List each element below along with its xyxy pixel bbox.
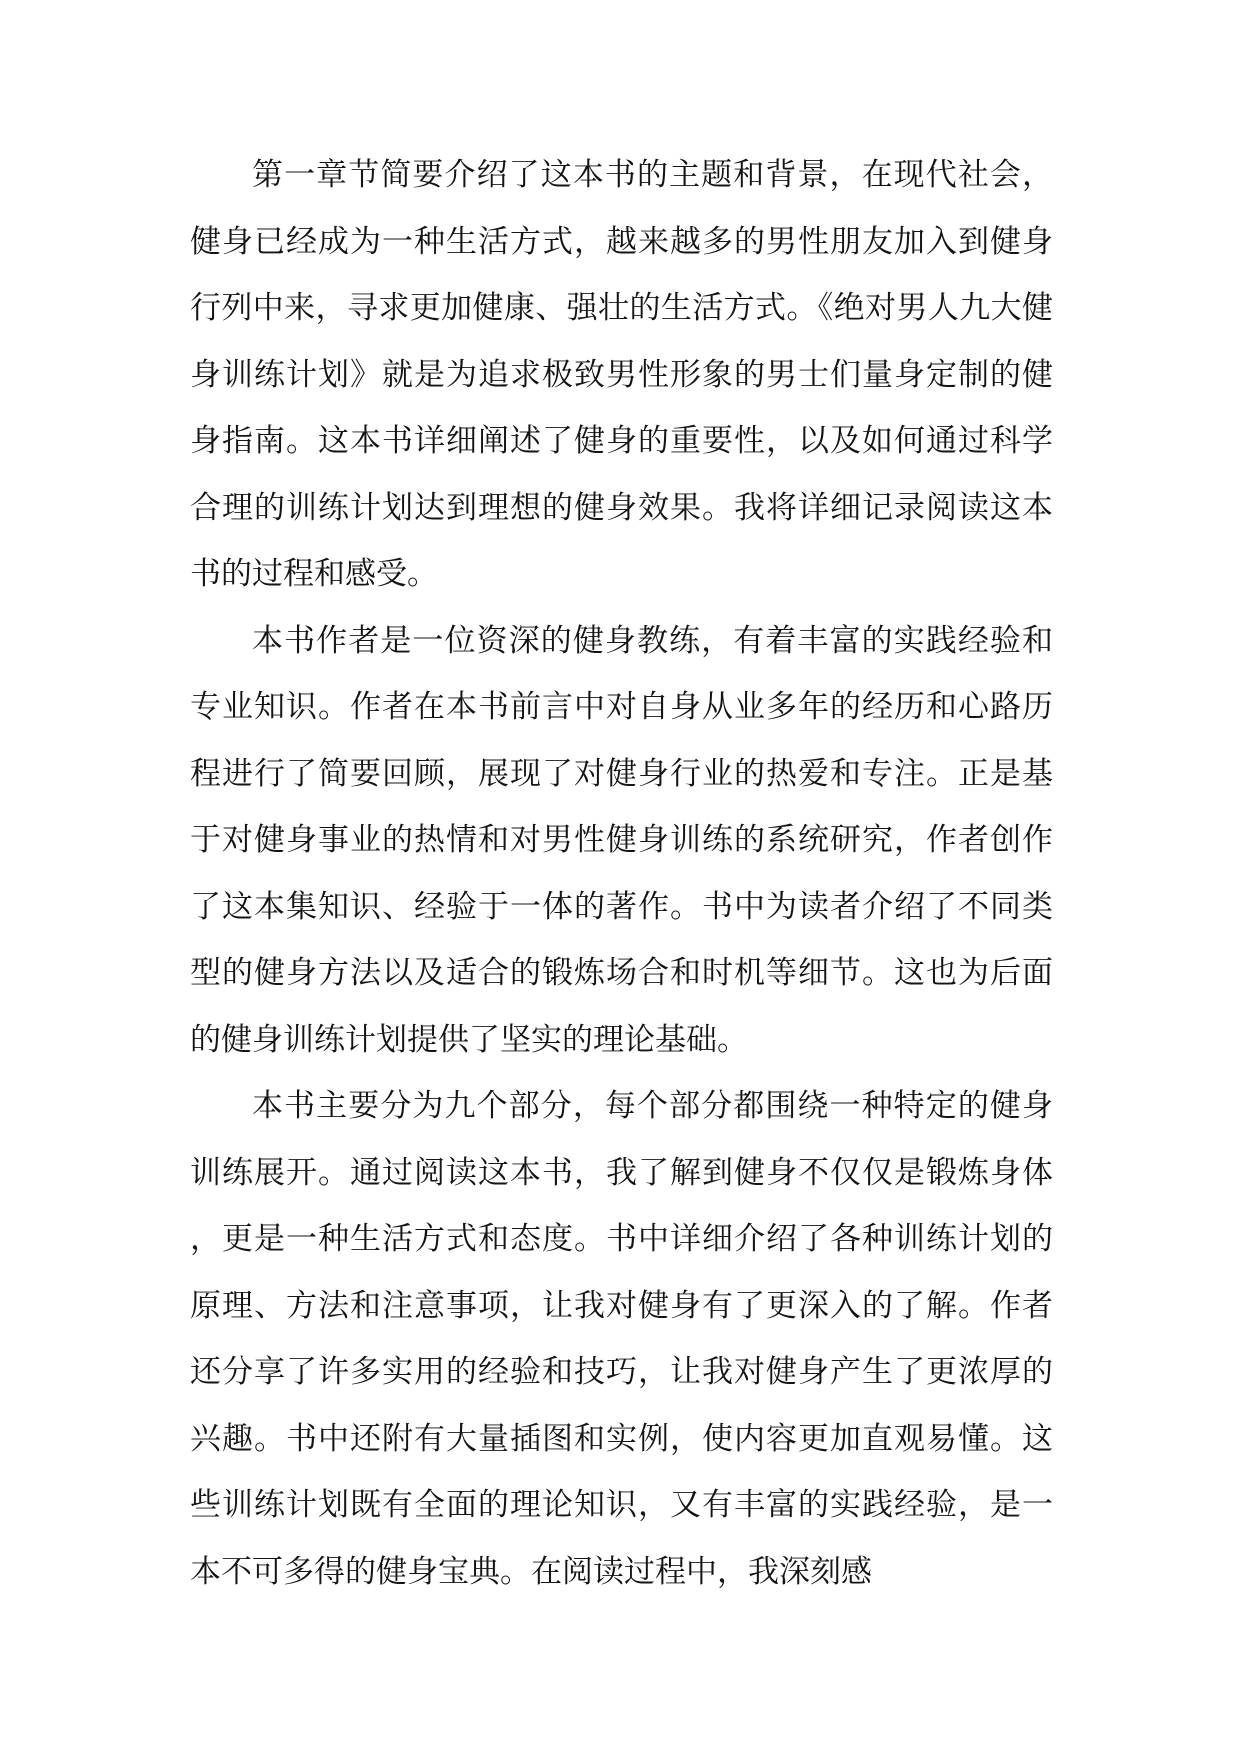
paragraph-book-intro: 第一章节简要介绍了这本书的主题和背景，在现代社会，健身已经成为一种生活方式，越来越多的男性朋友加入到健身行列中来，寻求更加健康、强壮的生活方式。《绝对男人九大健身训练计划》就是为追求极致男性形象的男士们量身定制的健身指南。这本书详细阐述了健身的重要性，以及如何通过科学合理的训练计划达到理想的健身效果。我将详细记录阅读这本书的过程和感受。	[190, 157, 1053, 592]
paragraph-author-intro: 本书作者是一位资深的健身教练，有着丰富的实践经验和专业知识。作者在本书前言中对自身从业多年的经历和心路历程进行了简要回顾，展现了对健身行业的热爱和专注。正是基于对健身事业的热情和对男性健身训练的系统研究，作者创作了这本集知识、经验于一体的著作。书中为读者介绍了不同类型的健身方法以及适合的锻炼场合和时机等细节。这也为后面的健身训练计划提供了坚实的理论基础。	[190, 622, 1053, 1058]
document-body	[190, 142, 1053, 1605]
paragraph-book-structure: 本书主要分为九个部分，每个部分都围绕一种特定的健身训练展开。通过阅读这本书，我了解到健身不仅仅是锻炼身体，更是一种生活方式和态度。书中详细介绍了各种训练计划的原理、方法和注意事项，让我对健身有了更深入的了解。作者还分享了许多实用的经验和技巧，让我对健身产生了更浓厚的兴趣。书中还附有大量插图和实例，使内容更加直观易懂。这些训练计划既有全面的理论知识，又有丰富的实践经验，是一本不可多得的健身宝典。在阅读过程中，我深刻感	[190, 1088, 1053, 1590]
